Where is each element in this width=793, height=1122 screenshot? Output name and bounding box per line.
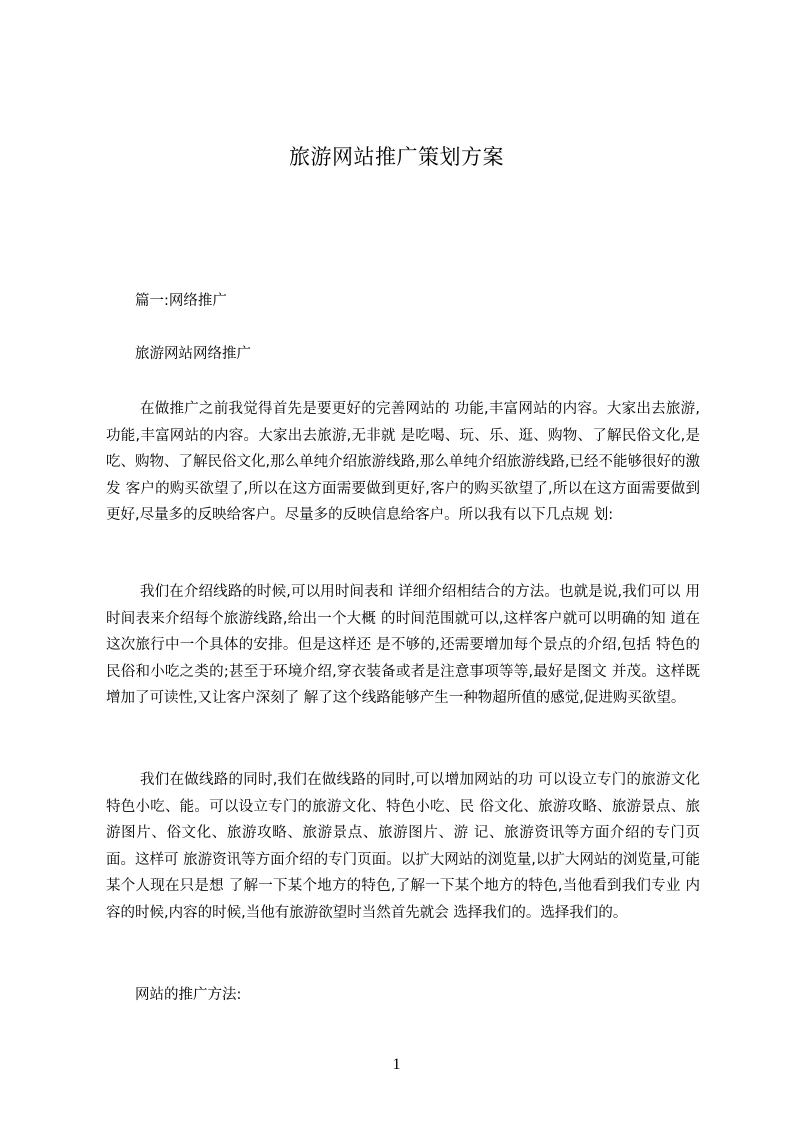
paragraph-website-features: 我们在做线路的同时,我们在做线路的同时,可以增加网站的功 可以设立专门的旅游文化特色小吃、能。可以设立专门的旅游文化、特色小吃、民 俗文化、旅游攻略、旅游景点、旅游图片、俗文化、旅游攻略、旅游景点、旅游图片、游 记、旅游资讯等方面介绍的专门页面。这样可 旅游资讯等方面介绍的专门页面。以扩大网站的浏览量,以扩大网站的浏览量,可能某个人现在只是想 了解一下某个地方的特色,了解一下某个地方的特色,当他看到我们专业 内容的时候,内容的时候,当他有旅游欲望时当然首先就会 选择我们的。选择我们的。 <box>106 772 700 921</box>
subheading: 旅游网站网络推广 <box>135 346 251 362</box>
page-number: 1 <box>392 1056 401 1073</box>
paragraph-route-introduction: 我们在介绍线路的时候,可以用时间表和 详细介绍相结合的方法。也就是说,我们可以 用时间表来介绍每个旅游线路,给出一个大概 的时间范围就可以,这样客户就可以明确的知 道在这次旅行中一个具体的安排。但是这样还 是不够的,还需要增加每个景点的介绍,包括 特色的民俗和小吃之类的;甚至于环境介绍,穿衣装备或者是注意事项等等,最好是图文 并茂。这样既增加了可读性,又让客户深刻了 解了这个线路能够产生一种物超所值的感觉,促进购买欲望。 <box>106 584 700 706</box>
section-heading: 篇一:网络推广 <box>135 293 227 309</box>
paragraph-intro: 在做推广之前我觉得首先是要更好的完善网站的 功能,丰富网站的内容。大家出去旅游,功能,丰富网站的内容。大家出去旅游,无非就 是吃喝、玩、乐、逛、购物、了解民俗文化,是吃、购物、了解民俗文化,那么单纯介绍旅游线路,那么单纯介绍旅游线路,已经不能够很好的激发 客户的购买欲望了,所以在这方面需要做到更好,客户的购买欲望了,所以在这方面需要做到更好,尽量多的反映给客户。尽量多的反映信息给客户。所以我有以下几点规 划: <box>106 401 700 523</box>
document-title: 旅游网站推广策划方案 <box>289 145 504 169</box>
closing-heading: 网站的推广方法: <box>135 987 242 1003</box>
